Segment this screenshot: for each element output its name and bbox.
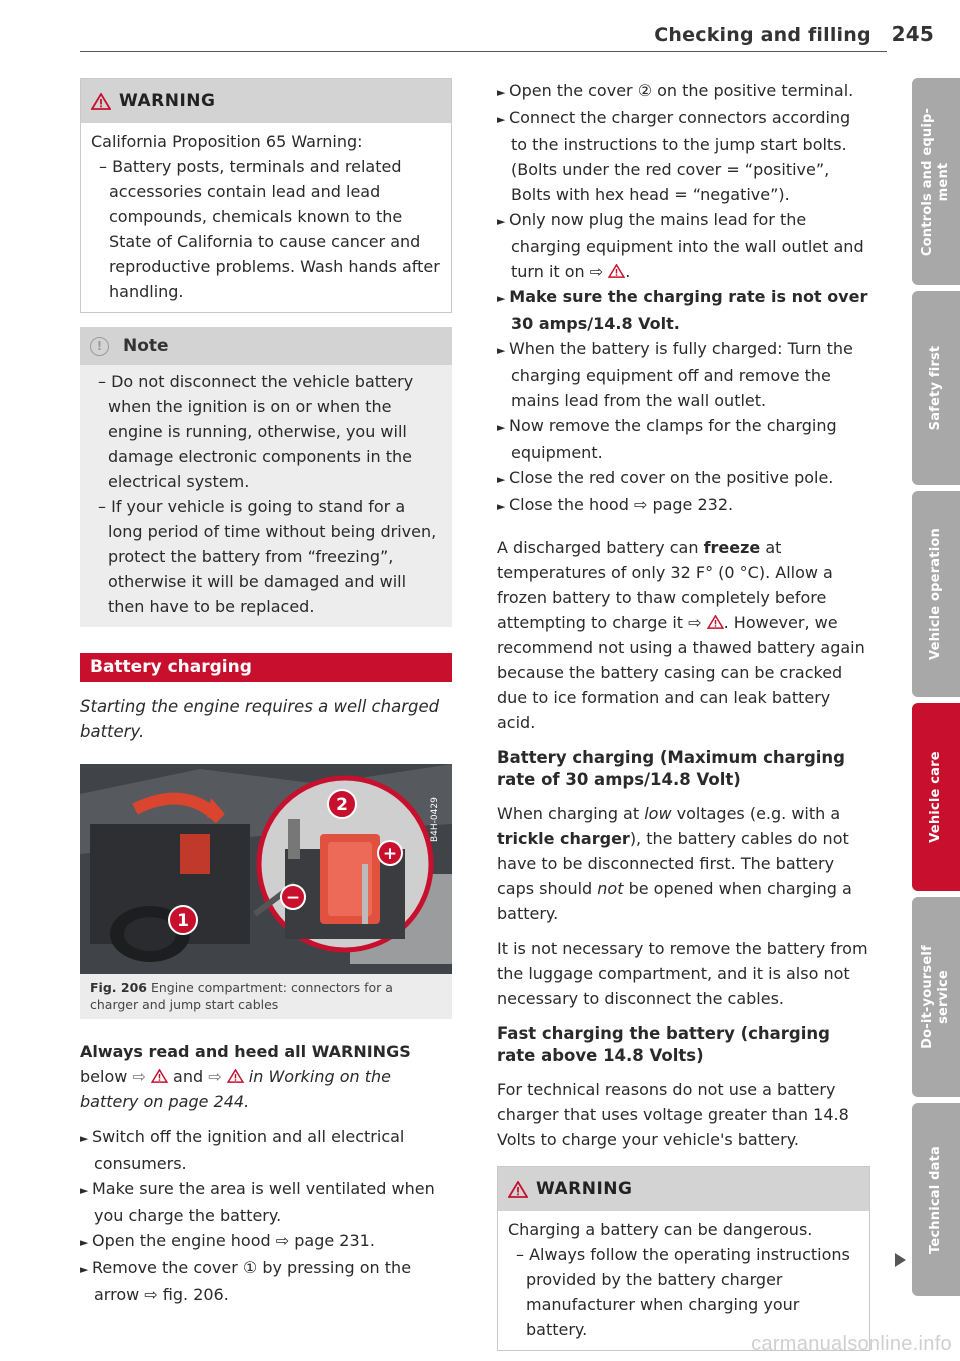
heed-text: and — [167, 1067, 209, 1086]
tab-do-it-yourself-service[interactable] — [912, 897, 960, 1097]
watermark-text: carmanualsonline.info — [751, 1333, 952, 1355]
step-item: ► When the battery is fully charged: Turn the charging equipment off and remove the mains lead from the wall outlet. — [497, 336, 870, 413]
figure-number: Fig. 206 — [90, 980, 147, 995]
freeze-text: . However, we recommend not using a thawed battery again because the battery casing can be cracked due to ice formation and can leak battery acid. — [497, 613, 865, 732]
low-voltage-paragraph — [497, 801, 870, 926]
warning-title: WARNING — [536, 1178, 633, 1199]
tab-label: Vehicle operation — [928, 528, 943, 660]
step-item: ► Only now plug the mains lead for the charging equipment into the wall outlet and turn it on ⇨ . — [497, 207, 870, 284]
tab-vehicle-operation[interactable] — [912, 491, 960, 697]
arrow-ref[interactable]: ⇨ — [208, 1067, 222, 1086]
warning-triangle-icon[interactable] — [608, 264, 625, 278]
warning-line: California Proposition 65 Warning: — [91, 132, 363, 151]
page-number: 245 — [891, 22, 934, 46]
intro-text: Starting the engine requires a well charged battery. — [80, 697, 440, 741]
note-item: – Do not disconnect the vehicle battery when the ignition is on or when the engine is running, otherwise, you will damage electronic components in the electrical system. — [90, 369, 442, 494]
tab-vehicle-care[interactable] — [912, 703, 960, 891]
info-circle-icon: ! — [90, 337, 109, 356]
figure-caption-text: Engine compartment: connectors for a charger and jump start cables — [90, 980, 393, 1012]
freeze-paragraph — [497, 535, 870, 735]
step-item: ► Open the engine hood ⇨ page 231. — [80, 1228, 452, 1255]
heed-warnings-paragraph — [80, 1039, 452, 1114]
freeze-text: A discharged battery can — [497, 538, 704, 557]
warning-line: – Battery posts, terminals and related accessories contain lead and lead compounds, chemicals known to the State of California to cause cancer and reproductive problems. Wash hands after handling. — [91, 154, 441, 304]
subheading-max-rate: Battery charging (Maximum charging rate of 30 amps/14.8 Volt) — [497, 748, 845, 789]
step-item: ► Switch off the ignition and all electrical consumers. — [80, 1124, 452, 1176]
continued-arrow-icon — [895, 1253, 906, 1267]
para-italic: not — [597, 879, 624, 898]
step-item: ► Make sure the area is well ventilated when you charge the battery. — [80, 1176, 452, 1228]
minus-label: − — [285, 888, 301, 908]
tab-label: Vehicle care — [928, 751, 943, 843]
callout-1-label: 1 — [177, 911, 189, 931]
heed-bold: Always read and heed all WARNINGS — [80, 1042, 411, 1061]
step-item: ► Open the cover ② on the positive terminal. — [497, 78, 870, 105]
tab-safety-first[interactable] — [912, 291, 960, 485]
warning-body — [498, 1211, 869, 1350]
callout-2-label: 2 — [336, 795, 348, 815]
warning-body — [81, 123, 451, 312]
no-removal-paragraph: It is not necessary to remove the battery from the luggage compartment, and it is also not necessary to disconnect the cables. — [497, 939, 868, 1008]
engine-figure — [80, 764, 452, 974]
left-column — [80, 78, 452, 1307]
figure-callouts — [80, 764, 452, 974]
step-item: ► Connect the charger connectors according to the instructions to the jump start bolts. (Bolts under the red cover = “positive”, Bolts with hex head = “negative”). — [497, 105, 870, 207]
section-heading: Battery charging — [80, 653, 452, 682]
right-column — [497, 78, 870, 1361]
warning-title: WARNING — [119, 90, 216, 111]
warning-triangle-icon — [91, 93, 111, 110]
para-text: When charging at — [497, 804, 645, 823]
figure-caption — [80, 974, 452, 1019]
warning-triangle-icon[interactable] — [707, 615, 724, 629]
warning-header — [81, 79, 451, 123]
plus-label: + — [382, 844, 398, 864]
tab-controls-and-equipment[interactable] — [912, 78, 960, 285]
step-text: Only now plug the mains lead for the charging equipment into the wall outlet and turn it on ⇨ — [508, 210, 864, 281]
note-title: Note — [123, 335, 169, 356]
note-body — [80, 365, 452, 627]
para-bold: trickle charger — [497, 829, 630, 848]
warning-triangle-icon[interactable] — [151, 1069, 168, 1083]
arrow-ref[interactable]: ⇨ — [132, 1067, 146, 1086]
warning-triangle-icon — [508, 1181, 528, 1198]
freeze-bold: freeze — [703, 538, 761, 557]
warning-triangle-icon[interactable] — [227, 1069, 244, 1083]
warning-line: Charging a battery can be dangerous. — [508, 1220, 813, 1239]
step-item: ► Now remove the clamps for the charging equipment. — [497, 413, 870, 465]
tab-technical-data[interactable] — [912, 1103, 960, 1296]
header-rule — [80, 51, 887, 52]
header-section-title: Checking and filling — [654, 24, 871, 46]
figure-code: B4H-0429 — [430, 797, 440, 842]
warning-line: – Always follow the operating instructions provided by the battery charger manufacturer when charging your battery. — [508, 1242, 859, 1342]
note-box — [80, 327, 452, 627]
para-italic: low — [644, 804, 672, 823]
step-item: ► Close the red cover on the positive pole. — [497, 465, 870, 492]
step-item: ► Remove the cover ① by pressing on the arrow ⇨ fig. 206. — [80, 1255, 452, 1307]
fast-charging-paragraph: For technical reasons do not use a battery charger that uses voltage greater than 14.8 Volts to charge your vehicle's battery. — [497, 1080, 849, 1149]
warning-header — [498, 1167, 869, 1211]
tab-label: Do-it-yourself service — [920, 945, 951, 1049]
tab-label: Safety first — [928, 345, 943, 431]
running-header — [654, 22, 934, 46]
subheading-fast-charging: Fast charging the battery (charging rate above 14.8 Volts) — [497, 1024, 830, 1065]
warning-box-charging — [497, 1166, 870, 1351]
tab-label: Technical data — [928, 1145, 943, 1254]
note-item: – If your vehicle is going to stand for a long period of time without being driven, protect the battery from “freezing”, otherwise it will be damaged and will then have to be replaced. — [90, 494, 442, 619]
para-text: be opened when charging a battery. — [497, 879, 852, 923]
heed-text: below — [80, 1067, 128, 1086]
note-header — [80, 327, 452, 365]
warning-box-prop65 — [80, 78, 452, 313]
para-text: voltages (e.g. with a — [671, 804, 841, 823]
heed-reference[interactable]: in Working on the battery on page 244. — [80, 1067, 392, 1111]
tab-label: Controls and equip- ment — [920, 107, 951, 256]
para-text: ), the battery cables do not have to be disconnected first. The battery caps should — [497, 829, 849, 898]
freeze-text: at temperatures of only 32 F° (0 °C). Allow a frozen battery to thaw completely before attempting to charge it ⇨ — [497, 538, 833, 632]
step-item-important: ► Make sure the charging rate is not over 30 amps/14.8 Volt. — [497, 284, 870, 336]
step-item: ► Close the hood ⇨ page 232. — [497, 492, 870, 519]
